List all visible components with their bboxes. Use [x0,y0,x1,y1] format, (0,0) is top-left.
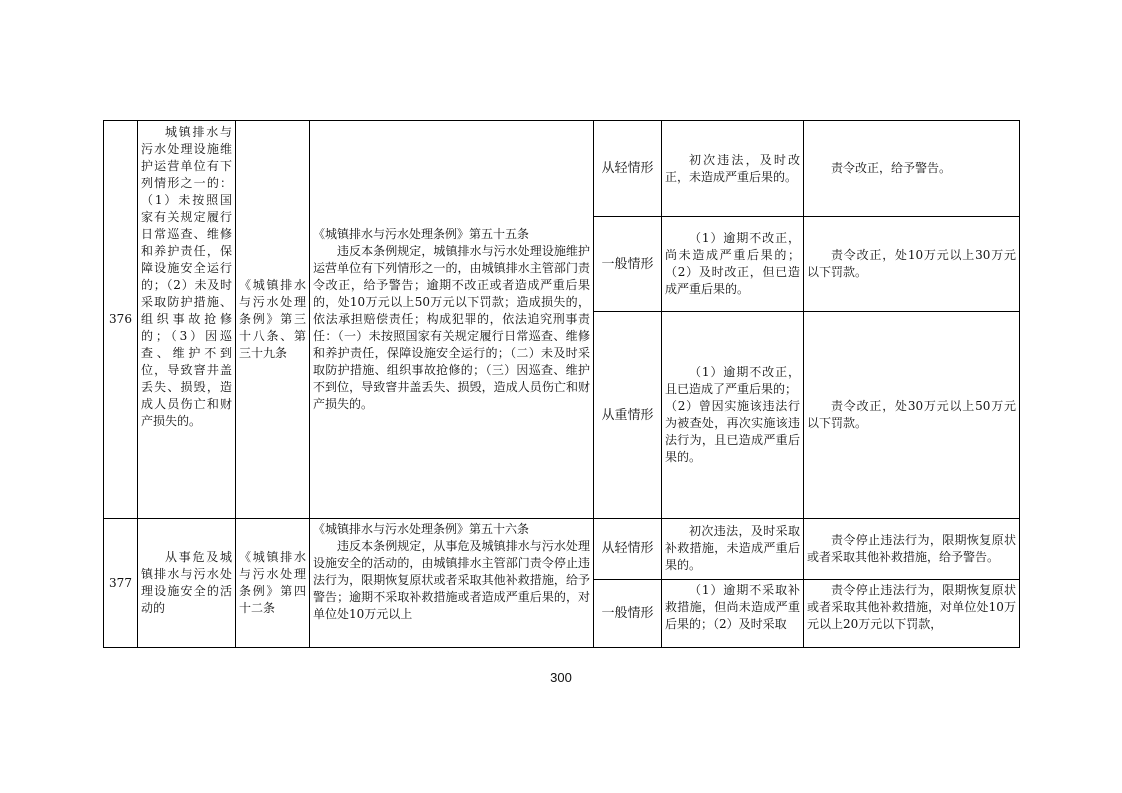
discretion-level: 一般情形 [594,217,662,312]
table-row [104,121,1020,217]
discretion-condition [662,312,804,519]
violation-subject: 城镇排水与污水处理设施维护运营单位有下列情形之一的：（1）未按照国家有关规定履行日常巡查、维修和养护责任，保障设施安全运行的；（2）未及时采取防护措施、组织事故抢修的；（3）因巡查、维护不到位，导致窨井盖丢失、损毁，造成人员伤亡和财产损失的。 [138,121,236,519]
legal-basis: 《城镇排水与污水处理条例》第四十二条 [236,519,310,648]
discretion-level: 从重情形 [594,312,662,519]
penalty-measure: 责令改正，处30万元以上50万元以下罚款。 [804,312,1020,519]
discretion-condition: 初次违法，及时采取补救措施，未造成严重后果的。 [662,519,804,580]
page-number: 300 [550,670,572,685]
row-number: 377 [104,519,138,648]
provision-title: 《城镇排水与污水处理条例》第五十六条 [313,522,530,536]
discretion-condition: （1）逾期不改正，尚未造成严重后果的；（2）及时改正，但已造成严重后果的。 [662,217,804,312]
discretion-condition: 初次违法，及时改正，未造成严重后果的。 [662,121,804,217]
table-row [104,519,1020,580]
provision-text: 违反本条例规定，从事危及城镇排水与污水处理设施安全的活动的，由城镇排水主管部门责令停止违法行为，限期恢复原状或者采取其他补救措施，给予警告；逾期不采取补救措施或者造成严重后果的，对单位处10万元以上 [313,539,590,621]
penalty-provision [310,121,594,519]
penalty-measure: 责令改正，给予警告。 [804,121,1020,217]
discretion-level: 从轻情形 [594,519,662,580]
penalty-standards-table [103,120,1020,648]
provision-title: 《城镇排水与污水处理条例》第五十五条 [313,227,530,241]
penalty-measure: 责令停止违法行为，限期恢复原状或者采取其他补救措施，给予警告。 [804,519,1020,580]
provision-text: 违反本条例规定，城镇排水与污水处理设施维护运营单位有下列情形之一的，由城镇排水主管部门责令改正，给予警告；逾期不改正或者造成严重后果的，处10万元以上50万元以下罚款；造成损失的，依法承担赔偿责任；构成犯罪的，依法追究刑事责任：（一）未按照国家有关规定履行日常巡查、维修和养护责任，保障设施安全运行的；（二）未及时采取防护措施、组织事故抢修的；（三）因巡查、维护不到位，导致窨井盖丢失、损毁，造成人员伤亡和财产损失的。 [313,244,590,411]
discretion-condition [662,579,804,647]
measure-text: 责令停止违法行为，限期恢复原状或者采取其他补救措施，对单位处10万元以上20万元以下罚款， [807,582,1016,631]
penalty-measure [804,579,1020,647]
legal-basis: 《城镇排水与污水处理条例》第三十八条、第三十九条 [236,121,310,519]
penalty-provision [310,519,594,648]
penalty-measure: 责令改正，处10万元以上30万元以下罚款。 [804,217,1020,312]
row-number: 376 [104,121,138,519]
condition-text: （1）逾期不采取补救措施，但尚未造成严重后果的；（2）及时采取 [665,582,800,631]
condition-line: （2）曾因实施该违法行为被查处，再次实施该违法行为，且已造成严重后果的。 [665,399,800,464]
discretion-level: 从轻情形 [594,121,662,217]
violation-subject: 从事危及城镇排水与污水处理设施安全的活动的 [138,519,236,648]
discretion-level: 一般情形 [594,579,662,647]
condition-line: （1）逾期不改正，且已造成了严重后果的； [665,365,800,396]
